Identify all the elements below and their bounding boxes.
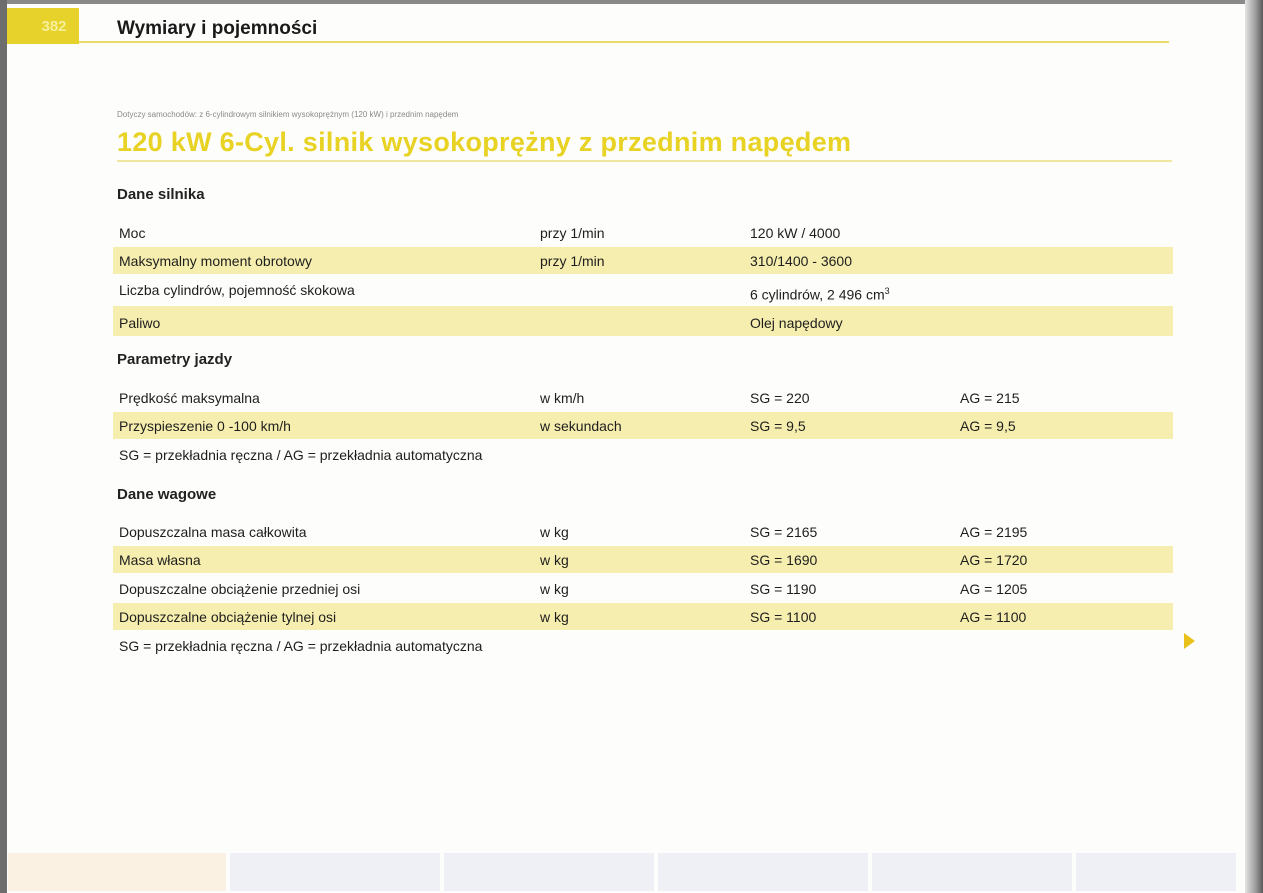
header-rule (79, 41, 1169, 43)
row-value (750, 286, 890, 303)
table-row (113, 575, 1173, 602)
running-header: Wymiary i pojemności (117, 18, 318, 39)
row-value-text: 6 cylindrów, 2 496 cm (750, 286, 885, 303)
legend-note: SG = przekładnia ręczna / AG = przekładnia automatyczna (119, 638, 483, 654)
row-value-ag: AG = 1100 (960, 609, 1027, 625)
row-value-ag: AG = 1205 (960, 581, 1028, 597)
row-label: Dopuszczalne obciążenie tylnej osi (119, 609, 337, 625)
row-unit: w km/h (540, 390, 585, 406)
row-value-sg: SG = 1190 (750, 581, 817, 597)
table-row (113, 247, 1173, 274)
section-heading-driving: Parametry jazdy (117, 351, 233, 368)
row-unit: w kg (540, 609, 569, 625)
row-value: 310/1400 - 3600 (750, 253, 852, 269)
section-heading-engine: Dane silnika (117, 186, 205, 203)
row-value-superscript: 3 (884, 286, 890, 296)
row-unit: w kg (540, 524, 569, 540)
chapter-tab (1076, 853, 1236, 891)
row-unit: przy 1/min (540, 253, 605, 269)
row-label: Paliwo (119, 315, 161, 331)
row-value-sg: SG = 9,5 (750, 418, 806, 434)
row-unit: w sekundach (540, 418, 622, 434)
row-label: Dopuszczalna masa całkowita (119, 524, 307, 540)
row-label: Masa własna (119, 552, 201, 568)
row-value-sg: SG = 1100 (750, 609, 817, 625)
row-value-ag: AG = 9,5 (960, 418, 1016, 434)
scan-border-left (0, 0, 7, 893)
scan-border-top (0, 0, 1263, 4)
table-row (113, 412, 1173, 439)
row-value-ag: AG = 2195 (960, 524, 1028, 540)
table-row (113, 518, 1173, 545)
row-unit: w kg (540, 581, 569, 597)
chapter-tab (8, 853, 226, 891)
chapter-tab (444, 853, 654, 891)
table-row (113, 603, 1173, 630)
row-value-ag: AG = 215 (960, 390, 1020, 406)
row-label: Maksymalny moment obrotowy (119, 253, 312, 269)
row-value-sg: SG = 220 (750, 390, 810, 406)
row-label: Liczba cylindrów, pojemność skokowa (119, 282, 355, 298)
title-rule (117, 160, 1172, 162)
table-row (113, 546, 1173, 573)
chapter-tabs (8, 853, 1238, 891)
chapter-tab (658, 853, 868, 891)
row-unit: przy 1/min (540, 225, 605, 241)
section-heading-weight: Dane wagowe (117, 486, 217, 503)
table-row (113, 306, 1173, 336)
row-label: Moc (119, 225, 146, 241)
table-row (113, 276, 1173, 303)
next-page-arrow-icon (1184, 633, 1195, 649)
row-label: Dopuszczalne obciążenie przedniej osi (119, 581, 361, 597)
row-label: Przyspieszenie 0 -100 km/h (119, 418, 291, 434)
row-value: Olej napędowy (750, 315, 843, 331)
row-unit: w kg (540, 552, 569, 568)
page-gutter (1245, 0, 1263, 893)
applies-to-note: Dotyczy samochodów: z 6-cylindrowym silnikiem wysokoprężnym (120 kW) i przednim napędem (117, 110, 459, 119)
table-row (113, 219, 1173, 246)
row-value-sg: SG = 1690 (750, 552, 818, 568)
page-title: 120 kW 6-Cyl. silnik wysokoprężny z przednim napędem (117, 127, 852, 157)
table-row (113, 384, 1173, 411)
legend-note: SG = przekładnia ręczna / AG = przekładnia automatyczna (119, 447, 483, 463)
row-label: Prędkość maksymalna (119, 390, 260, 406)
page-number: 382 (7, 8, 79, 44)
chapter-tab (872, 853, 1072, 891)
row-value-ag: AG = 1720 (960, 552, 1028, 568)
row-value-sg: SG = 2165 (750, 524, 818, 540)
row-value: 120 kW / 4000 (750, 225, 841, 241)
chapter-tab (230, 853, 440, 891)
